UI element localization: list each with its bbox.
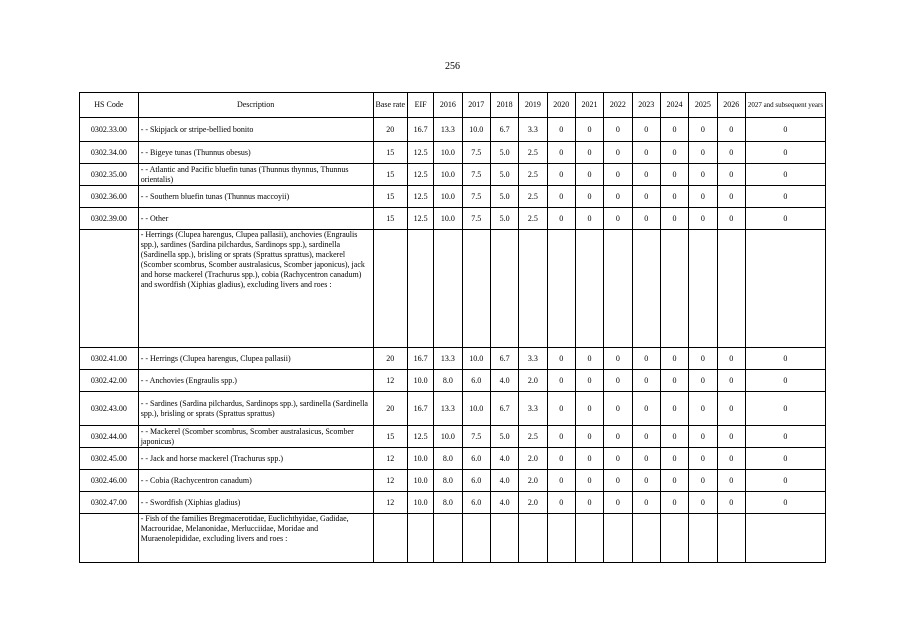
rate-cell: 8.0 — [434, 470, 462, 492]
description-cell: - - Mackerel (Scomber scombrus, Scomber australasicus, Scomber japonicus) — [138, 426, 373, 448]
rate-cell: 0 — [575, 426, 603, 448]
table-row — [80, 142, 826, 164]
description-cell: - - Anchovies (Engraulis spp.) — [138, 370, 373, 392]
rate-cell: 0 — [660, 392, 688, 426]
rate-cell: 0 — [660, 426, 688, 448]
rate-cell: 15 — [373, 426, 407, 448]
rate-cell: 0 — [717, 492, 745, 514]
table-row — [80, 164, 826, 186]
rate-cell: 2.5 — [519, 426, 547, 448]
rate-cell — [407, 230, 433, 348]
rate-cell: 0 — [689, 426, 717, 448]
rate-cell — [519, 230, 547, 348]
rate-cell: 6.7 — [490, 348, 518, 370]
rate-cell: 10.0 — [434, 142, 462, 164]
rate-cell: 0 — [575, 470, 603, 492]
column-header: Base rate — [373, 93, 407, 118]
rate-cell: 0 — [632, 186, 660, 208]
rate-cell: 10.0 — [434, 426, 462, 448]
rate-cell: 0 — [717, 426, 745, 448]
column-header: 2018 — [490, 93, 518, 118]
description-cell: - - Other — [138, 208, 373, 230]
rate-cell: 0 — [660, 492, 688, 514]
rate-cell: 0 — [660, 448, 688, 470]
rate-cell: 0 — [717, 164, 745, 186]
rate-cell — [717, 514, 745, 563]
rate-cell: 2.0 — [519, 470, 547, 492]
rate-cell: 0 — [717, 392, 745, 426]
rate-cell: 7.5 — [462, 208, 490, 230]
rate-cell: 0 — [604, 470, 632, 492]
rate-cell: 15 — [373, 208, 407, 230]
rate-cell: 0 — [604, 492, 632, 514]
rate-cell: 0 — [604, 448, 632, 470]
rate-cell: 0 — [575, 142, 603, 164]
rate-cell: 12 — [373, 370, 407, 392]
rate-cell: 2.0 — [519, 448, 547, 470]
rate-cell: 0 — [632, 164, 660, 186]
rate-cell: 15 — [373, 186, 407, 208]
rate-cell — [434, 230, 462, 348]
rate-cell — [632, 514, 660, 563]
table-row — [80, 448, 826, 470]
rate-cell — [604, 230, 632, 348]
rate-cell: 0 — [547, 208, 575, 230]
rate-cell: 0 — [745, 470, 825, 492]
column-header: EIF — [407, 93, 433, 118]
rate-cell: 0 — [717, 470, 745, 492]
rate-cell: 0 — [689, 348, 717, 370]
rate-cell: 0 — [717, 208, 745, 230]
rate-cell: 0 — [717, 348, 745, 370]
rate-cell: 2.5 — [519, 208, 547, 230]
rate-cell: 7.5 — [462, 164, 490, 186]
hs-code-cell — [80, 514, 139, 563]
page-number: 256 — [445, 61, 460, 72]
rate-cell — [575, 514, 603, 563]
rate-cell — [604, 514, 632, 563]
rate-cell: 8.0 — [434, 492, 462, 514]
rate-cell: 20 — [373, 118, 407, 142]
rate-cell: 6.0 — [462, 470, 490, 492]
rate-cell: 5.0 — [490, 426, 518, 448]
tariff-schedule-table — [79, 92, 826, 563]
rate-cell — [547, 230, 575, 348]
rate-cell: 0 — [660, 142, 688, 164]
rate-cell: 12.5 — [407, 142, 433, 164]
table-row — [80, 230, 826, 348]
rate-cell: 10.0 — [434, 208, 462, 230]
rate-cell: 10.0 — [434, 164, 462, 186]
hs-code-cell: 0302.33.00 — [80, 118, 139, 142]
rate-cell: 10.0 — [407, 448, 433, 470]
rate-cell: 10.0 — [462, 118, 490, 142]
description-cell: - - Jack and horse mackerel (Trachurus spp.) — [138, 448, 373, 470]
rate-cell: 12 — [373, 448, 407, 470]
rate-cell: 0 — [547, 118, 575, 142]
rate-cell: 0 — [632, 492, 660, 514]
rate-cell: 4.0 — [490, 470, 518, 492]
column-header: 2017 — [462, 93, 490, 118]
rate-cell: 2.0 — [519, 370, 547, 392]
description-cell: - - Southern bluefin tunas (Thunnus maccoyii) — [138, 186, 373, 208]
hs-code-cell: 0302.41.00 — [80, 348, 139, 370]
rate-cell: 0 — [575, 118, 603, 142]
column-header: 2024 — [660, 93, 688, 118]
rate-cell: 0 — [745, 118, 825, 142]
rate-cell: 10.0 — [462, 348, 490, 370]
rate-cell: 0 — [604, 392, 632, 426]
table-row — [80, 348, 826, 370]
rate-cell: 13.3 — [434, 392, 462, 426]
rate-cell: 16.7 — [407, 392, 433, 426]
description-cell: - - Bigeye tunas (Thunnus obesus) — [138, 142, 373, 164]
rate-cell: 0 — [745, 370, 825, 392]
rate-cell: 0 — [689, 470, 717, 492]
rate-cell: 4.0 — [490, 492, 518, 514]
column-header: 2021 — [575, 93, 603, 118]
rate-cell: 0 — [745, 348, 825, 370]
rate-cell: 0 — [689, 208, 717, 230]
hs-code-cell: 0302.46.00 — [80, 470, 139, 492]
rate-cell: 10.0 — [407, 492, 433, 514]
rate-cell: 13.3 — [434, 348, 462, 370]
rate-cell: 0 — [575, 348, 603, 370]
rate-cell: 0 — [745, 142, 825, 164]
rate-cell: 0 — [632, 208, 660, 230]
rate-cell: 0 — [689, 392, 717, 426]
rate-cell: 0 — [604, 348, 632, 370]
rate-cell: 0 — [575, 208, 603, 230]
rate-cell — [575, 230, 603, 348]
rate-cell: 2.0 — [519, 492, 547, 514]
rate-cell: 13.3 — [434, 118, 462, 142]
rate-cell: 0 — [745, 492, 825, 514]
rate-cell: 0 — [604, 208, 632, 230]
rate-cell: 0 — [717, 118, 745, 142]
rate-cell: 0 — [547, 426, 575, 448]
description-cell: - - Atlantic and Pacific bluefin tunas (Thunnus thynnus, Thunnus orientalis) — [138, 164, 373, 186]
rate-cell: 0 — [689, 370, 717, 392]
rate-cell: 8.0 — [434, 370, 462, 392]
rate-cell: 0 — [717, 370, 745, 392]
rate-cell: 10.0 — [462, 392, 490, 426]
rate-cell: 0 — [632, 142, 660, 164]
hs-code-cell: 0302.39.00 — [80, 208, 139, 230]
rate-cell: 0 — [632, 348, 660, 370]
column-header: 2020 — [547, 93, 575, 118]
rate-cell: 0 — [547, 470, 575, 492]
rate-cell: 0 — [689, 164, 717, 186]
hs-code-cell: 0302.45.00 — [80, 448, 139, 470]
rate-cell: 0 — [660, 348, 688, 370]
column-header: 2019 — [519, 93, 547, 118]
rate-cell: 4.0 — [490, 370, 518, 392]
hs-code-cell: 0302.34.00 — [80, 142, 139, 164]
rate-cell: 0 — [632, 118, 660, 142]
rate-cell: 6.7 — [490, 392, 518, 426]
rate-cell: 16.7 — [407, 348, 433, 370]
rate-cell — [745, 514, 825, 563]
rate-cell: 0 — [632, 426, 660, 448]
column-header: HS Code — [80, 93, 139, 118]
rate-cell: 0 — [689, 186, 717, 208]
rate-cell — [660, 514, 688, 563]
rate-cell: 3.3 — [519, 392, 547, 426]
hs-code-cell: 0302.36.00 — [80, 186, 139, 208]
column-header: 2026 — [717, 93, 745, 118]
rate-cell — [490, 230, 518, 348]
rate-cell: 8.0 — [434, 448, 462, 470]
rate-cell: 0 — [575, 164, 603, 186]
rate-cell: 0 — [745, 186, 825, 208]
rate-cell: 0 — [575, 186, 603, 208]
rate-cell: 0 — [547, 492, 575, 514]
rate-cell: 3.3 — [519, 118, 547, 142]
rate-cell: 12.5 — [407, 208, 433, 230]
rate-cell: 7.5 — [462, 186, 490, 208]
rate-cell — [632, 230, 660, 348]
rate-cell: 16.7 — [407, 118, 433, 142]
rate-cell: 0 — [689, 118, 717, 142]
rate-cell: 0 — [604, 186, 632, 208]
rate-cell: 0 — [547, 186, 575, 208]
rate-cell: 0 — [604, 426, 632, 448]
rate-cell: 5.0 — [490, 208, 518, 230]
rate-cell: 15 — [373, 164, 407, 186]
hs-code-cell: 0302.42.00 — [80, 370, 139, 392]
table-row — [80, 208, 826, 230]
rate-cell: 6.0 — [462, 448, 490, 470]
rate-cell — [660, 230, 688, 348]
rate-cell: 0 — [660, 470, 688, 492]
table-body — [80, 118, 826, 563]
rate-cell: 0 — [604, 164, 632, 186]
rate-cell: 4.0 — [490, 448, 518, 470]
hs-code-cell: 0302.44.00 — [80, 426, 139, 448]
hs-code-cell: 0302.43.00 — [80, 392, 139, 426]
rate-cell: 0 — [604, 142, 632, 164]
column-header: Description — [138, 93, 373, 118]
rate-cell: 0 — [745, 426, 825, 448]
table-row — [80, 470, 826, 492]
column-header: 2027 and subsequent years — [745, 93, 825, 118]
rate-cell: 0 — [547, 370, 575, 392]
rate-cell: 0 — [745, 164, 825, 186]
rate-cell: 0 — [575, 392, 603, 426]
description-cell: - - Skipjack or stripe-bellied bonito — [138, 118, 373, 142]
rate-cell: 7.5 — [462, 142, 490, 164]
hs-code-cell: 0302.35.00 — [80, 164, 139, 186]
rate-cell: 0 — [632, 370, 660, 392]
description-cell: - - Cobia (Rachycentron canadum) — [138, 470, 373, 492]
rate-cell: 10.0 — [407, 370, 433, 392]
rate-cell: 0 — [660, 118, 688, 142]
rate-cell: 12.5 — [407, 186, 433, 208]
column-header: 2023 — [632, 93, 660, 118]
rate-cell: 0 — [745, 208, 825, 230]
rate-cell: 20 — [373, 392, 407, 426]
table-row — [80, 186, 826, 208]
rate-cell — [689, 230, 717, 348]
table-row — [80, 118, 826, 142]
rate-cell: 0 — [745, 448, 825, 470]
rate-cell: 12 — [373, 492, 407, 514]
table-row — [80, 514, 826, 563]
column-header: 2016 — [434, 93, 462, 118]
rate-cell — [717, 230, 745, 348]
hs-code-cell — [80, 230, 139, 348]
rate-cell: 2.5 — [519, 164, 547, 186]
rate-cell: 10.0 — [434, 186, 462, 208]
rate-cell: 0 — [547, 348, 575, 370]
rate-cell: 5.0 — [490, 186, 518, 208]
rate-cell: 0 — [660, 186, 688, 208]
rate-cell: 6.7 — [490, 118, 518, 142]
rate-cell: 15 — [373, 142, 407, 164]
rate-cell: 10.0 — [407, 470, 433, 492]
column-header: 2025 — [689, 93, 717, 118]
description-cell: - Herrings (Clupea harengus, Clupea pallasii), anchovies (Engraulis spp.), sardines (Sardina pilchardus, Sardinops spp.), sardinella (Sardinella spp.), brisling or sprats (Sprattus sprattus), mackerel (Scomber scombrus, Scomber australasicus, Scomber japonicus), jack and horse mackerel (Trachurus spp.), cobia (Rachycentron canadum) and swordfish (Xiphias gladius), excluding livers and roes : — [138, 230, 373, 348]
hs-code-cell: 0302.47.00 — [80, 492, 139, 514]
table-row — [80, 426, 826, 448]
rate-cell — [373, 230, 407, 348]
rate-cell — [519, 514, 547, 563]
rate-cell: 0 — [632, 448, 660, 470]
description-cell: - - Herrings (Clupea harengus, Clupea pallasii) — [138, 348, 373, 370]
rate-cell: 0 — [575, 492, 603, 514]
rate-cell: 0 — [660, 370, 688, 392]
rate-cell — [490, 514, 518, 563]
description-cell: - - Swordfish (Xiphias gladius) — [138, 492, 373, 514]
rate-cell: 2.5 — [519, 142, 547, 164]
rate-cell — [547, 514, 575, 563]
rate-cell — [407, 514, 433, 563]
rate-cell: 5.0 — [490, 142, 518, 164]
rate-cell — [745, 230, 825, 348]
rate-cell: 3.3 — [519, 348, 547, 370]
rate-cell: 0 — [547, 392, 575, 426]
column-header: 2022 — [604, 93, 632, 118]
rate-cell: 0 — [547, 142, 575, 164]
rate-cell: 0 — [689, 142, 717, 164]
rate-cell: 7.5 — [462, 426, 490, 448]
rate-cell — [462, 514, 490, 563]
rate-cell — [462, 230, 490, 348]
rate-cell: 20 — [373, 348, 407, 370]
rate-cell: 5.0 — [490, 164, 518, 186]
rate-cell: 0 — [717, 186, 745, 208]
table-header-row — [80, 93, 826, 118]
rate-cell: 0 — [547, 164, 575, 186]
table-row — [80, 492, 826, 514]
rate-cell: 0 — [689, 492, 717, 514]
rate-cell: 0 — [632, 470, 660, 492]
rate-cell: 2.5 — [519, 186, 547, 208]
rate-cell: 0 — [604, 118, 632, 142]
rate-cell: 0 — [745, 392, 825, 426]
rate-cell: 6.0 — [462, 370, 490, 392]
rate-cell: 0 — [717, 142, 745, 164]
rate-cell: 12.5 — [407, 426, 433, 448]
rate-cell: 0 — [689, 448, 717, 470]
rate-cell — [373, 514, 407, 563]
rate-cell: 0 — [660, 164, 688, 186]
rate-cell: 0 — [575, 448, 603, 470]
rate-cell: 0 — [660, 208, 688, 230]
rate-cell — [689, 514, 717, 563]
rate-cell — [434, 514, 462, 563]
rate-cell: 0 — [632, 392, 660, 426]
rate-cell: 6.0 — [462, 492, 490, 514]
description-cell: - - Sardines (Sardina pilchardus, Sardinops spp.), sardinella (Sardinella spp.), brisling or sprats (Sprattus sprattus) — [138, 392, 373, 426]
rate-cell: 12 — [373, 470, 407, 492]
rate-cell: 0 — [575, 370, 603, 392]
table-row — [80, 392, 826, 426]
description-cell: - Fish of the families Bregmacerotidae, Euclichthyidae, Gadidae, Macrouridae, Melanonidae, Merlucciidae, Moridae and Muraenolepididae, excluding livers and roes : — [138, 514, 373, 563]
rate-cell: 0 — [717, 448, 745, 470]
rate-cell: 0 — [547, 448, 575, 470]
table-row — [80, 370, 826, 392]
rate-cell: 0 — [604, 370, 632, 392]
rate-cell: 12.5 — [407, 164, 433, 186]
